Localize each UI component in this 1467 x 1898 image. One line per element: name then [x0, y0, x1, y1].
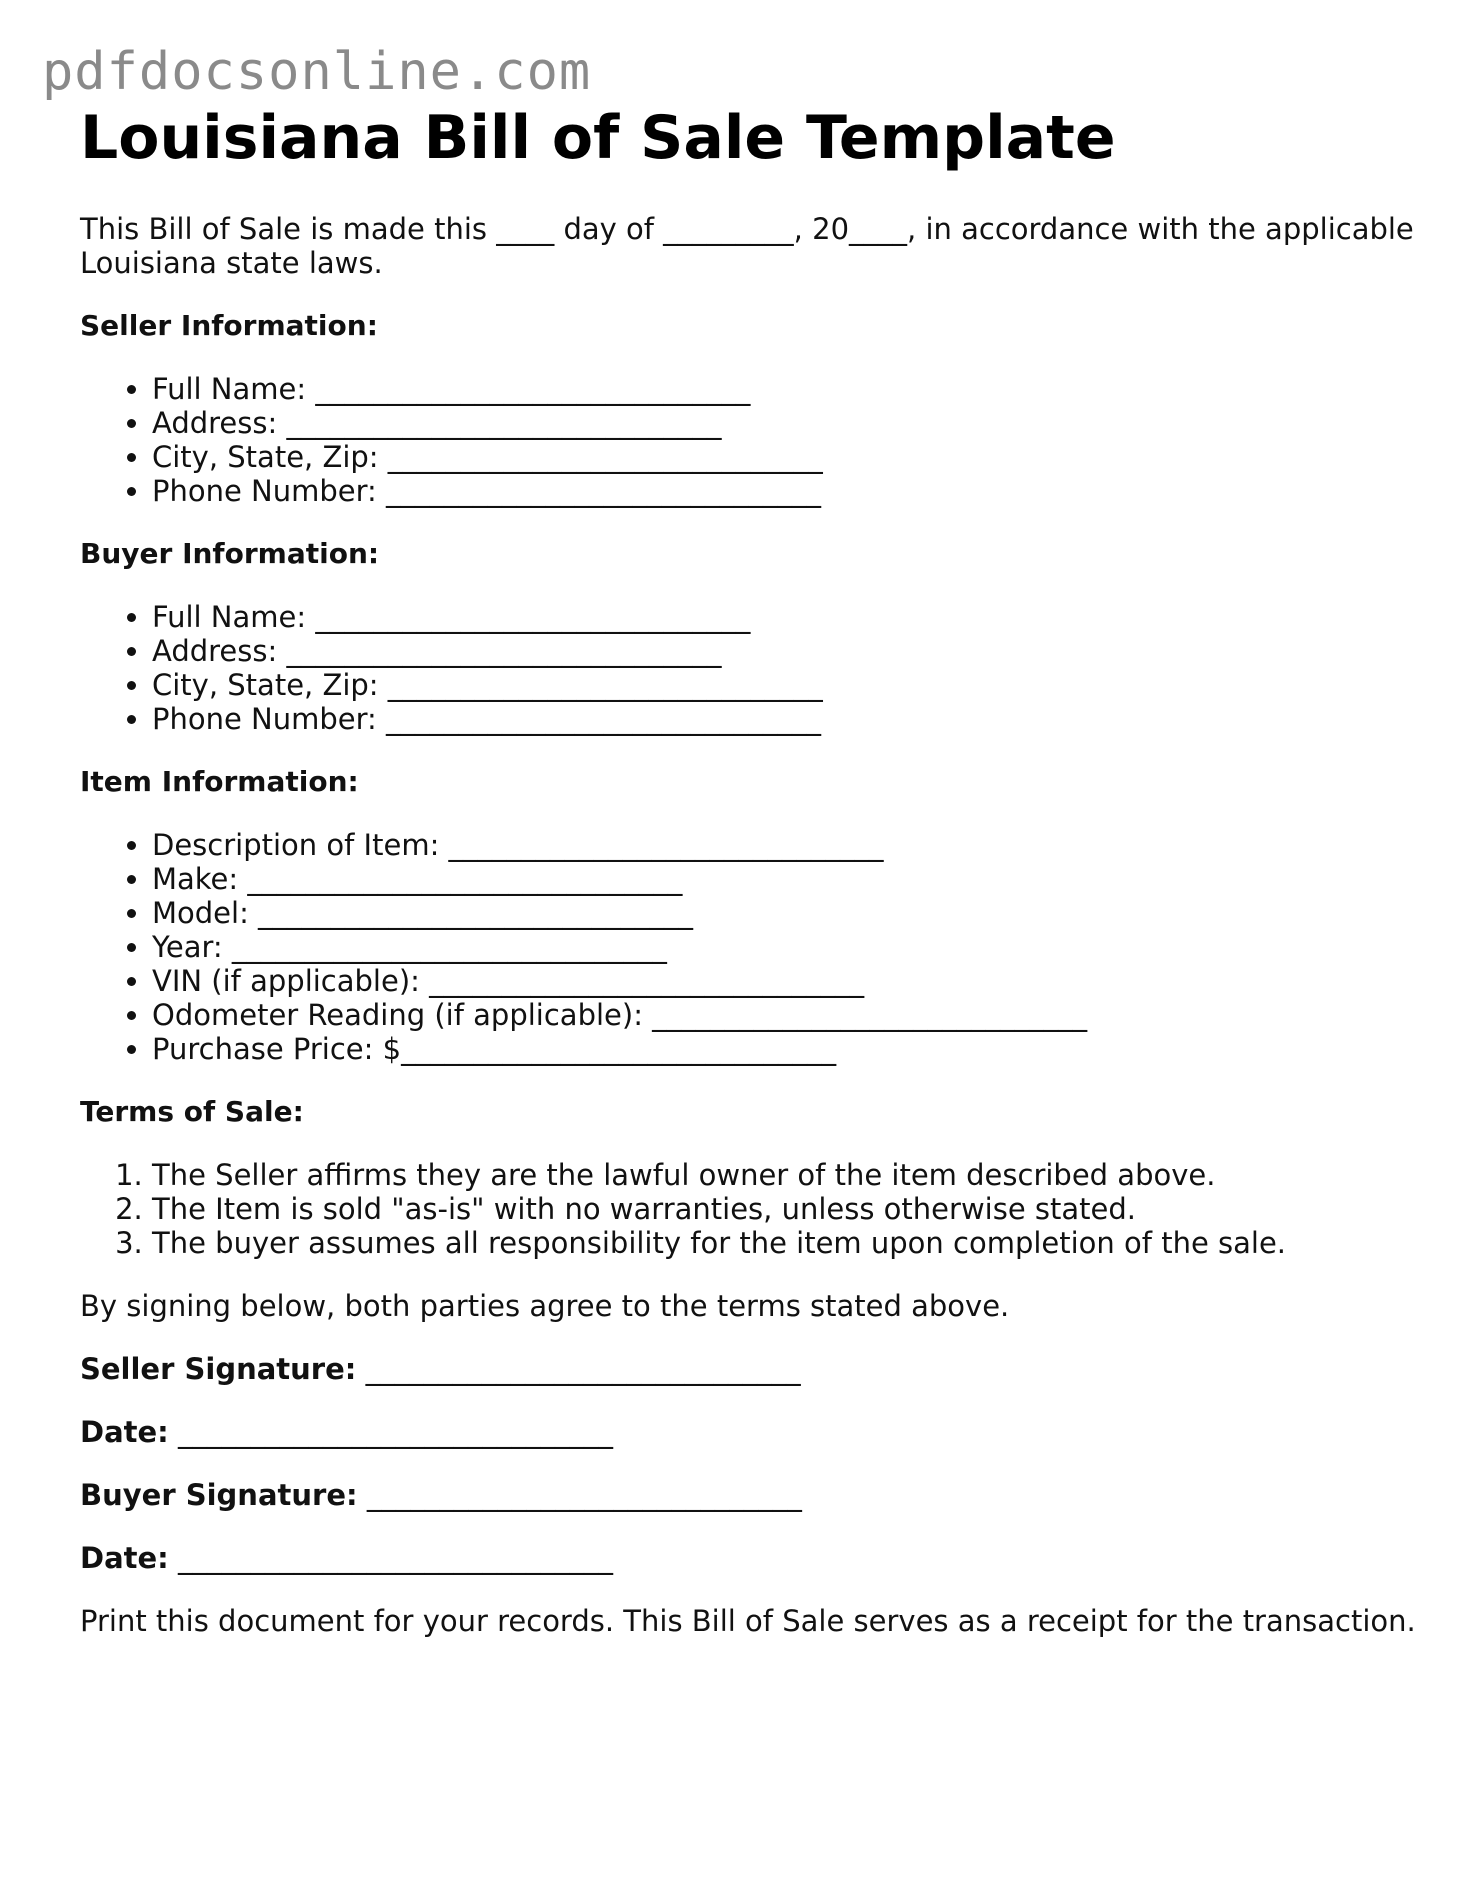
item-make-item: • Make: ______________________________ [152, 862, 1420, 896]
term-item: 1. The Seller affirms they are the lawful owner of the item described above. [152, 1158, 1420, 1192]
buyer-date-row [80, 1541, 1420, 1575]
closing-note: Print this document for your records. This Bill of Sale serves as a receipt for the transaction. [80, 1604, 1416, 1638]
seller-date-line: ______________________________ [178, 1415, 613, 1449]
site-watermark: pdfdocsonline.com [42, 42, 592, 102]
item-model-item: • Model: ______________________________ [152, 896, 1420, 930]
terms-heading: Terms of Sale: [80, 1095, 304, 1128]
seller-signature-label: Seller Signature: [80, 1352, 357, 1386]
item-vin-item: • VIN (if applicable): ______________________________ [152, 964, 1420, 998]
buyer-city-state-zip-item: • City, State, Zip: ______________________________ [152, 668, 1420, 702]
seller-full-name-item: • Full Name: ______________________________ [152, 372, 1420, 406]
buyer-phone-item: • Phone Number: ______________________________ [152, 702, 1420, 736]
seller-date-row [80, 1415, 1420, 1449]
buyer-date-label: Date: [80, 1541, 169, 1575]
seller-address-item: • Address: ______________________________ [152, 406, 1420, 440]
item-odometer-item: • Odometer Reading (if applicable): ______________________________ [152, 998, 1420, 1032]
buyer-heading: Buyer Information: [80, 537, 380, 570]
term-item: 2. The Item is sold "as-is" with no warranties, unless otherwise stated. [152, 1192, 1420, 1226]
buyer-signature-line: ______________________________ [366, 1478, 802, 1512]
term-item: 3. The buyer assumes all responsibility for the item upon completion of the sale. [152, 1226, 1420, 1260]
seller-phone-item: • Phone Number: ______________________________ [152, 474, 1420, 508]
seller-signature-row [80, 1352, 1420, 1386]
buyer-info-list [80, 600, 1420, 736]
buyer-date-line: ______________________________ [178, 1541, 613, 1575]
document-title: Louisiana Bill of Sale Template [80, 103, 1116, 173]
seller-signature-line: ______________________________ [365, 1352, 801, 1386]
item-year-item: • Year: ______________________________ [152, 930, 1420, 964]
buyer-address-item: • Address: ______________________________ [152, 634, 1420, 668]
agreement-statement: By signing below, both parties agree to the terms stated above. [80, 1289, 1010, 1323]
seller-city-state-zip-item: • City, State, Zip: ______________________________ [152, 440, 1420, 474]
document-body [80, 100, 1420, 1638]
buyer-signature-label: Buyer Signature: [80, 1478, 358, 1512]
item-description-item: • Description of Item: ______________________________ [152, 828, 1420, 862]
buyer-signature-row [80, 1478, 1420, 1512]
item-heading: Item Information: [80, 765, 359, 798]
item-info-list [80, 828, 1420, 1066]
buyer-full-name-item: • Full Name: ______________________________ [152, 600, 1420, 634]
item-price-item: • Purchase Price: $______________________________ [152, 1032, 1420, 1066]
seller-heading: Seller Information: [80, 309, 378, 342]
terms-list [80, 1158, 1420, 1260]
intro-paragraph: This Bill of Sale is made this ____ day of _________, 20____, in accordance with the applicable Louisiana state laws. [80, 212, 1414, 280]
seller-date-label: Date: [80, 1415, 169, 1449]
seller-info-list [80, 372, 1420, 508]
